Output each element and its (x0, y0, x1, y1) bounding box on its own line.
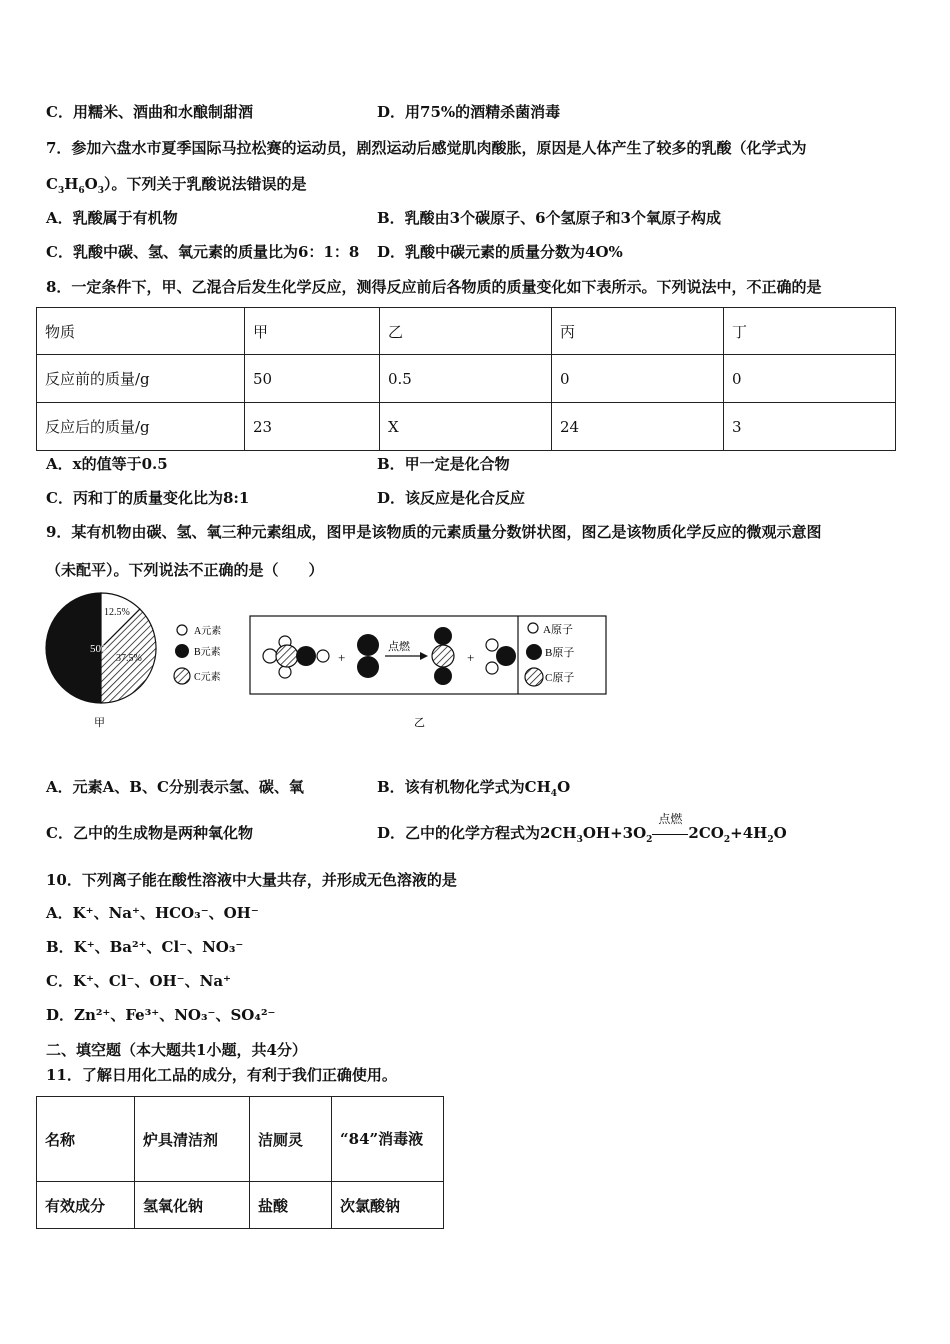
legend-b-icon (175, 644, 189, 658)
q7-stem-line2: $C_3H_6O_3$）。下列关于乳酸说法错误的是 (46, 175, 307, 196)
q8-header-cell: 丁 (724, 308, 896, 355)
q8-cell: X (380, 403, 552, 451)
q8-header-cell: 甲 (245, 308, 380, 355)
legend-b-atom-icon (526, 644, 542, 660)
q8-cell: 反应后的质量/g (37, 403, 245, 451)
q11-table-row (37, 1182, 444, 1229)
q8-table (36, 307, 896, 451)
q7-formula: $C_3H_6O_3$ (46, 175, 105, 196)
q7-option-b: B．乳酸由3个碳原子、6个氢原子和3个氧原子构成 (377, 209, 721, 227)
equation-condition: 点燃 (658, 812, 683, 826)
co2-molecule-icon (432, 627, 454, 685)
q8-cell: 0 (724, 355, 896, 403)
q8-header-cell: 物质 (37, 308, 245, 355)
q9-stem-line2: （未配平）。下列说法不正确的是（ ） (46, 561, 324, 579)
legend-c-label: C元素 (194, 672, 221, 683)
q9-figure-reaction (248, 612, 610, 732)
q10-stem: 10．下列离子能在酸性溶液中大量共存，并形成无色溶液的是 (46, 871, 457, 889)
legend-a-label: A元素 (194, 626, 222, 637)
pie-label-50: 50% (90, 643, 111, 655)
q8-cell: 0 (552, 355, 724, 403)
q8-cell: 0.5 (380, 355, 552, 403)
q7-option-c: C．乳酸中碳、氢、氧元素的质量比为6：1：8 (46, 243, 360, 261)
q7-option-a: A．乳酸属于有机物 (46, 209, 178, 227)
q11-cell: 盐酸 (250, 1182, 332, 1229)
q9-stem-line1: 9．某有机物由碳、氢、氧三种元素组成，图甲是该物质的元素质量分数饼状图，图乙是该物质化学反应的微观示意图 (46, 523, 822, 541)
q7-stem-line1: 7．参加六盘水市夏季国际马拉松赛的运动员，剧烈运动后感觉肌肉酸胀，原因是人体产生了较多的乳酸（化学式为 (46, 139, 807, 157)
reaction-condition: 点燃 (388, 641, 410, 653)
q10-option-a: A．K⁺、Na⁺、HCO₃⁻、OH⁻ (46, 904, 259, 922)
pie-label-37: 37.5% (116, 653, 142, 664)
q8-cell: 24 (552, 403, 724, 451)
q9-option-c: C．乙中的生成物是两种氧化物 (46, 824, 253, 842)
q8-option-a: A．x的值等于0.5 (46, 455, 168, 473)
legend-c-icon (174, 668, 190, 684)
q8-option-c: C．丙和丁的质量变化比为8:1 (46, 489, 250, 507)
legend-b-label: B元素 (194, 647, 221, 658)
q8-cell: 反应前的质量/g (37, 355, 245, 403)
q10-option-d: D．Zn²⁺、Fe³⁺、NO₃⁻、SO₄²⁻ (46, 1006, 276, 1024)
q11-cell: “84”消毒液 (332, 1097, 444, 1182)
q11-cell: 次氯酸钠 (332, 1182, 444, 1229)
legend-a-atom-label: A原子 (543, 624, 573, 636)
q7-option-d: D．乳酸中碳元素的质量分数为4O% (377, 243, 623, 261)
legend-b-atom-label: B原子 (545, 647, 575, 659)
q6-option-c: C．用糯米、酒曲和水酿制甜酒 (46, 103, 253, 121)
q11-table-row (37, 1097, 444, 1182)
q8-cell: 23 (245, 403, 380, 451)
pie-label-12: 12.5% (104, 607, 130, 618)
q11-cell: 名称 (37, 1097, 135, 1182)
q10-option-c: C．K⁺、Cl⁻、OH⁻、Na⁺ (46, 972, 231, 990)
q11-cell: 氢氧化钠 (135, 1182, 250, 1229)
q8-stem: 8．一定条件下，甲、乙混合后发生化学反应，测得反应前后各物质的质量变化如下表所示。下列说法中，不正确的是 (46, 278, 822, 296)
q11-stem: 11．了解日用化工品的成分，有利于我们正确使用。 (46, 1066, 397, 1084)
q8-header-cell: 丙 (552, 308, 724, 355)
q8-table-row (37, 355, 896, 403)
q11-cell: 有效成分 (37, 1182, 135, 1229)
q9-figure-pie (44, 590, 244, 730)
legend-a-atom-icon (528, 623, 538, 633)
q8-header-cell: 乙 (380, 308, 552, 355)
q8-table-header-row (37, 308, 896, 355)
q6-option-d: D．用75%的酒精杀菌消毒 (377, 103, 561, 121)
q11-table (36, 1096, 444, 1229)
q8-table-row (37, 403, 896, 451)
q11-cell: 洁厕灵 (250, 1097, 332, 1182)
figure-caption-jia: 甲 (94, 717, 105, 729)
q9-option-b: B．该有机物化学式为$CH_4O$ (377, 778, 571, 799)
legend-a-icon (177, 625, 187, 635)
plus-sign: + (338, 650, 346, 665)
q9-option-a: A．元素A、B、C分别表示氢、碳、氧 (46, 778, 304, 796)
plus-sign: + (467, 650, 475, 665)
q10-option-b: B．K⁺、Ba²⁺、Cl⁻、NO₃⁻ (46, 938, 244, 956)
q8-cell: 50 (245, 355, 380, 403)
q11-cell: 炉具清洁剂 (135, 1097, 250, 1182)
q8-option-d: D．该反应是化合反应 (377, 489, 526, 507)
legend-c-atom-icon (525, 668, 543, 686)
q9-option-d: D．乙中的化学方程式为$2CH_3OH+3O_2$ 点燃 $2CO_2+4H_2O$ (377, 823, 787, 843)
figure-caption-yi: 乙 (414, 717, 425, 729)
legend-c-atom-label: C原子 (545, 672, 575, 684)
q8-option-b: B．甲一定是化合物 (377, 455, 510, 473)
q8-cell: 3 (724, 403, 896, 451)
section-title: 二、填空题（本大题共1小题，共4分） (46, 1041, 307, 1059)
